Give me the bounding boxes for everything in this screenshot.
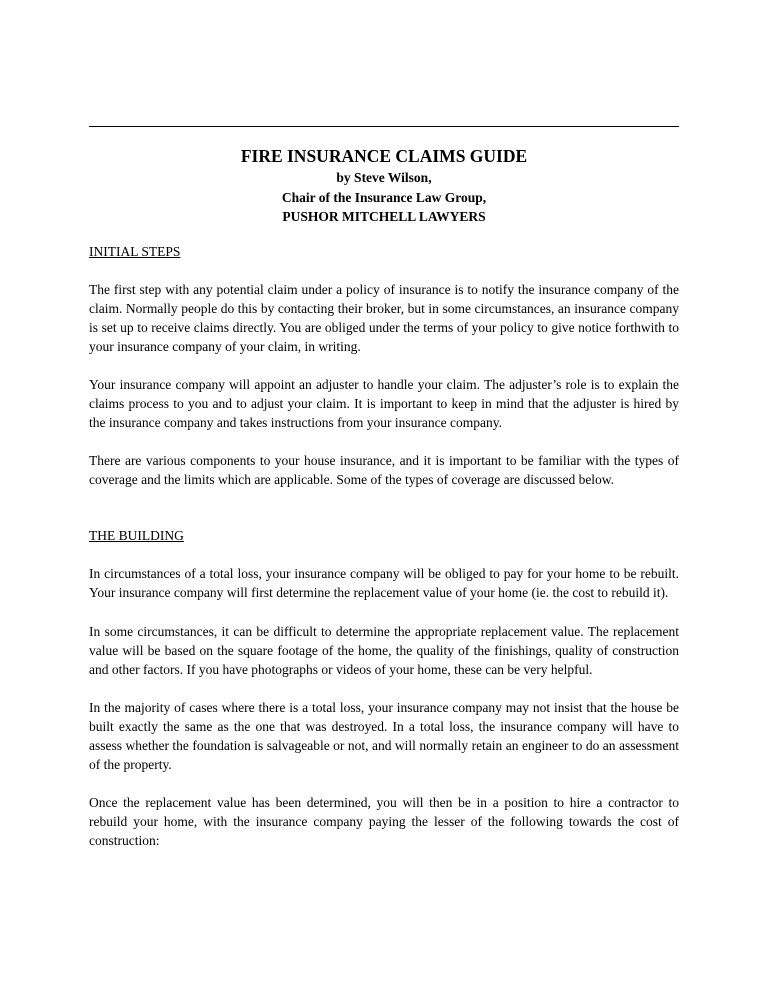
paragraph: The first step with any potential claim under a policy of insurance is to notify the insurance company of the claim. Normally people do this by contacting their broker, but in some circumstances, an insurance company is set up to receive claims directly. You are obliged under the terms of your policy to give notice forthwith to your insurance company of your claim, in writing. [89,281,679,354]
author-role: Chair of the Insurance Law Group, [281,189,487,205]
header-rule [89,126,679,127]
document-body [89,144,679,850]
paragraph: In some circumstances, it can be difficult to determine the appropriate replacement value. The replacement value will be based on the square footage of the home, the quality of the finishings, quality of construction and other factors. If you have photographs or videos of your home, these can be very helpful. [89,623,679,677]
section-heading-the-building: THE BUILDING [89,528,184,544]
document-title: FIRE INSURANCE CLAIMS GUIDE [240,146,528,166]
law-firm-name: PUSHOR MITCHELL LAWYERS [282,209,486,224]
paragraph: Your insurance company will appoint an adjuster to handle your claim. The adjuster’s role is to explain the claims process to you and to adjust your claim. It is important to keep in mind that the adjuster is hired by the insurance company and takes instructions from your insurance company. [89,376,679,431]
paragraph: In the majority of cases where there is a total loss, your insurance company may not insist that the house be built exactly the same as the one that was destroyed. In a total loss, the insurance company will have to assess whether the foundation is salvageable or not, and will normally retain an engineer to do an assessment of the property. [89,699,679,773]
author-line: by Steve Wilson, [336,170,432,185]
paragraph: In circumstances of a total loss, your insurance company will be obliged to pay for your home to be rebuilt. Your insurance company will first determine the replacement value of your home (ie. the cost to rebuild it). [89,566,679,601]
paragraph: Once the replacement value has been determined, you will then be in a position to hire a contractor to rebuild your home, with the insurance company paying the lesser of the following towards the cost of construction: [89,795,679,849]
section-heading-initial-steps: INITIAL STEPS [89,243,181,259]
paragraph: There are various components to your house insurance, and it is important to be familiar with the types of coverage and the limits which are applicable. Some of the types of coverage are discussed below. [89,453,679,488]
